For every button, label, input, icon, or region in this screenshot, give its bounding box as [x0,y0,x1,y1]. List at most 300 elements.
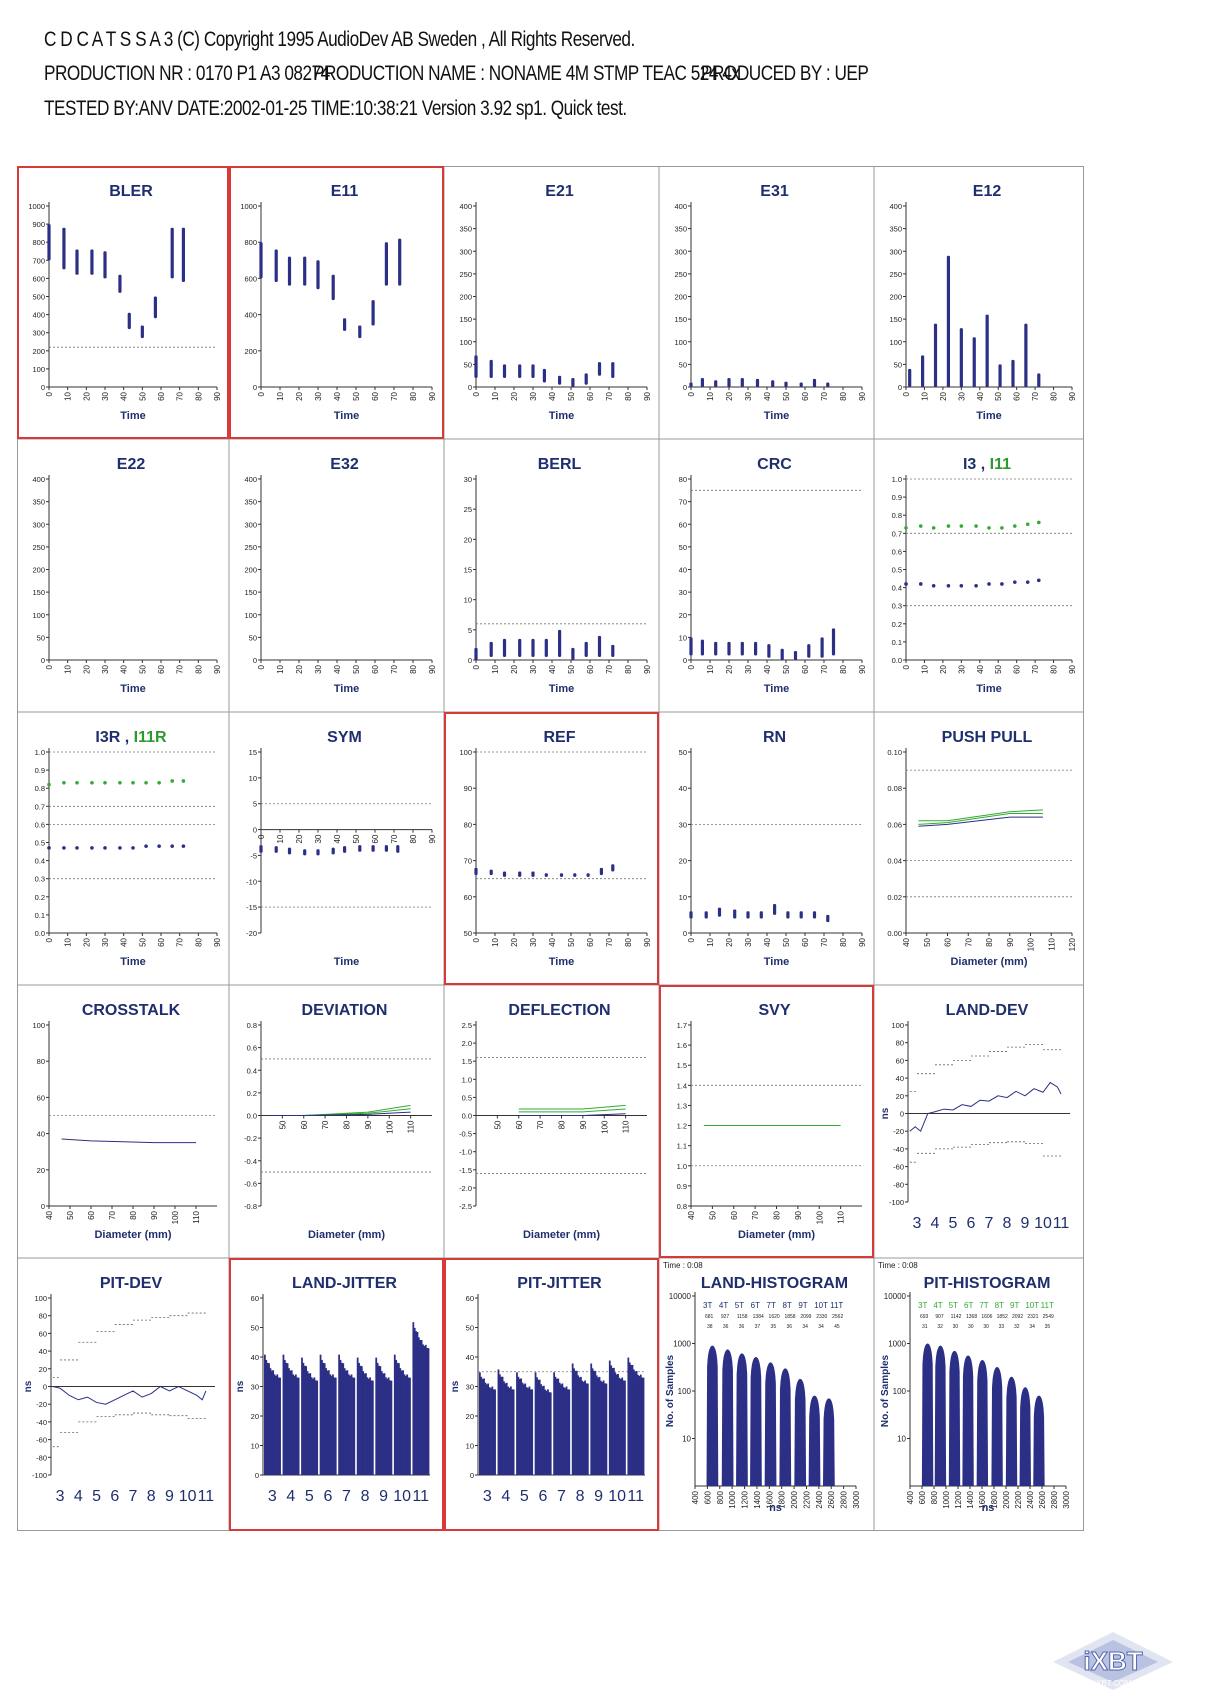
x-category-label: 10 [1034,1215,1052,1232]
data-range-mark [800,911,803,918]
x-tick-label: 60 [943,938,953,947]
data-range-mark [558,376,561,385]
x-tick-label: 40 [333,392,342,401]
histogram-peak [823,1398,835,1486]
x-axis-label: Time [976,683,1002,695]
x-category-label: 9 [379,1488,389,1505]
y-tick-label: -5 [250,851,257,861]
y-tick-label: 15 [248,748,257,757]
x-tick-label: 50 [567,392,576,401]
y-tick-label: 5 [252,799,257,809]
x-category-label: 11 [197,1488,215,1505]
data-range-mark [372,845,375,852]
time-label: Time : 0:08 [663,1261,703,1270]
data-point [170,844,174,848]
x-tick-label: 20 [510,938,519,947]
data-point [1026,580,1030,584]
data-point [987,582,991,586]
data-range-mark [358,325,361,338]
jitter-bar [353,1378,355,1475]
histogram-peak [1020,1387,1031,1486]
y-tick-label: 40 [38,1347,47,1357]
y-tick-label: 350 [889,224,902,234]
histogram-peak [922,1344,933,1487]
jitter-bar [428,1348,430,1475]
y-tick-label: 15 [463,565,472,575]
y-tick-label: 5 [467,625,472,635]
x-tick-label: 0 [257,834,266,840]
x-tick-label: 60 [299,1120,309,1130]
y-tick-label: 10 [250,1441,259,1451]
y-tick-label: 50 [463,360,472,370]
chart-title: E22 [116,456,146,473]
x-category-label: 4 [501,1488,511,1505]
y-tick-label: 0.4 [246,1066,257,1076]
legend-label: 3T [918,1301,928,1310]
x-category-label: 9 [164,1488,174,1505]
data-point [960,524,964,528]
y-tick-label: 0.7 [891,529,902,539]
x-tick-label: 50 [493,1120,503,1130]
y-tick-label: 400 [674,202,687,211]
x-axis-label: Time [548,683,575,695]
data-point [118,781,122,785]
x-tick-label: 30 [101,938,110,947]
y-tick-label: 0.5 [461,1093,472,1103]
y-tick-label: 600 [32,274,45,284]
data-range-mark [767,644,770,658]
data-range-mark [518,639,521,657]
data-point [960,584,964,588]
y-tick-label: 250 [244,542,257,552]
y-tick-label: 0 [40,383,45,392]
x-category-label: 7 [128,1488,138,1505]
legend-sd: 45 [834,1324,840,1330]
x-tick-label: 20 [510,392,519,401]
y-tick-label: -60 [36,1435,47,1445]
y-tick-label: 0.00 [887,929,902,938]
x-tick-label: 600 [703,1491,713,1505]
y-tick-label: -10 [246,877,257,887]
x-tick-label: 30 [314,665,323,674]
legend-label: 5T [948,1301,959,1310]
jitter-bar [587,1384,589,1475]
x-tick-label: 80 [194,665,204,674]
data-range-mark [560,873,563,877]
data-range-mark [1011,360,1014,387]
histogram-peak [794,1379,806,1486]
x-tick-label: 80 [624,392,633,401]
x-tick-label: 0 [257,665,266,670]
data-range-mark [714,642,717,656]
x-axis-label: Diameter (mm) [522,1229,601,1241]
x-tick-label: 20 [82,938,92,947]
x-tick-label: 70 [175,392,185,401]
chart-title: LAND-DEV [945,1002,1029,1019]
chart-title: SVY [758,1002,791,1019]
data-range-mark [826,915,829,922]
x-tick-label: 0 [472,665,481,670]
y-tick-label: 0.3 [34,874,45,884]
x-tick-label: 90 [1005,938,1015,947]
jitter-bar [391,1381,393,1475]
y-tick-label: 0.1 [34,910,45,920]
y-tick-label: 0 [254,1471,259,1480]
y-tick-label: 80 [678,475,687,484]
x-tick-label: 120 [1068,938,1077,952]
x-tick-label: 40 [975,665,985,674]
jitter-bar [372,1381,374,1475]
y-tick-label: 50 [678,542,687,552]
data-range-mark [701,640,704,656]
y-tick-label: 1.0 [891,475,902,484]
histogram-peak [962,1355,973,1486]
x-tick-label: 10 [276,665,285,674]
x-category-label: 6 [538,1488,548,1505]
title-series-2: I11 [989,456,1012,473]
y-tick-label: 100 [459,748,472,757]
x-tick-label: 30 [314,834,323,844]
y-tick-label: 350 [244,497,257,507]
x-category-label: 7 [342,1488,351,1505]
chart-i3r_i11r [35,729,222,968]
y-tick-label: 0.4 [891,583,902,593]
production-number: PRODUCTION NR : 0170 P1 A3 08274 [44,62,330,85]
y-tick-label: 10 [678,633,687,643]
data-point [103,781,107,785]
x-tick-label: 400 [691,1491,700,1505]
x-tick-label: 90 [213,392,222,401]
chart-title: PIT-HISTOGRAM [923,1275,1051,1292]
x-tick-label: 2800 [839,1491,849,1509]
x-category-label: 3 [55,1488,65,1505]
y-tick-label: 100 [459,337,472,347]
chart-rn [679,729,867,968]
y-tick-label: 60 [38,1329,47,1339]
x-tick-label: 20 [725,392,734,401]
legend-sd: 36 [738,1324,745,1330]
legend-label: 3T [703,1301,713,1310]
data-point [170,779,174,783]
chart-grid [17,166,1184,1654]
data-point [932,584,936,588]
x-tick-label: 70 [390,392,399,401]
x-category-label: 10 [178,1488,197,1505]
y-tick-label: 0.5 [891,565,902,575]
chart-e21 [459,183,652,422]
data-range-mark [474,868,477,875]
x-tick-label: 70 [108,1211,117,1220]
data-range-mark [182,228,185,282]
x-tick-label: 50 [66,1211,75,1220]
x-tick-label: 70 [751,1211,761,1220]
x-tick-label: 110 [406,1120,416,1134]
x-tick-label: 70 [321,1120,331,1130]
y-tick-label: 50 [248,633,257,643]
legend-sd: 34 [1029,1324,1035,1330]
x-tick-label: 70 [820,665,829,674]
chart-ref [445,713,658,984]
x-tick-label: 1000 [942,1491,951,1509]
x-tick-label: 50 [782,938,791,947]
jitter-bar [335,1378,337,1475]
y-tick-label: 100 [889,337,902,347]
data-point [904,582,908,586]
x-category-label: 3 [912,1215,922,1232]
y-tick-label: -100 [31,1471,47,1480]
data-point [144,781,148,785]
legend-label: 8T [994,1301,1005,1310]
x-tick-label: 80 [624,938,633,947]
x-tick-label: 70 [820,938,829,947]
x-tick-label: 0 [687,665,696,670]
y-tick-label: 0 [252,383,257,392]
legend-sd: 34 [818,1324,824,1330]
data-range-mark [545,873,548,877]
x-tick-label: 70 [964,938,974,947]
x-tick-label: 40 [548,392,557,401]
data-range-mark [741,642,744,656]
x-category-label: 10 [393,1488,412,1505]
chart-title: E12 [972,183,1002,200]
x-tick-label: 40 [902,938,911,947]
x-tick-label: 90 [1068,392,1077,401]
y-tick-label: 50 [463,929,472,938]
data-range-mark [90,249,93,274]
chart-title: LAND-HISTOGRAM [700,1275,849,1292]
legend-mean: 2099 [800,1314,812,1320]
histogram-peak [949,1351,960,1486]
x-category-label: 3 [482,1488,492,1505]
y-tick-label: 20 [465,1412,474,1421]
legend-mean: 693 [920,1314,929,1320]
y-tick-label: 900 [32,220,45,230]
data-range-mark [760,911,763,918]
x-tick-label: 1600 [978,1491,987,1509]
y-tick-label: 10 [465,1441,474,1451]
x-tick-label: 60 [157,392,166,401]
legend-mean: 1158 [736,1314,748,1320]
x-axis-label: ns [769,1502,782,1514]
data-range-mark [1024,324,1027,387]
x-tick-label: 40 [548,938,557,947]
x-tick-label: 90 [793,1211,803,1220]
data-range-mark [960,328,963,387]
x-tick-label: 80 [624,665,633,674]
data-range-mark [385,845,388,852]
data-point [1000,526,1004,530]
x-tick-label: 0 [45,665,54,670]
data-range-mark [921,355,924,387]
legend-label: 6T [750,1301,761,1310]
data-point [157,844,161,848]
legend-label: 10T [1025,1301,1040,1310]
x-tick-label: 2600 [1038,1491,1047,1509]
data-point [90,846,94,850]
y-tick-label: 0.0 [34,929,45,938]
y-tick-label: 1.2 [676,1121,687,1131]
chart-land_jitter [230,1259,443,1530]
legend-mean: 1384 [752,1314,764,1320]
y-tick-label: 0 [252,656,257,665]
x-tick-label: 60 [514,1120,524,1130]
x-tick-label: 2000 [1002,1491,1011,1509]
data-range-mark [800,382,803,387]
data-range-mark [598,362,601,376]
x-axis-label: Time [763,683,790,695]
chart-title: PUSH PULL [941,729,1033,746]
x-tick-label: 90 [213,938,222,947]
y-tick-label: 350 [32,497,45,507]
x-tick-label: 80 [194,938,204,947]
report-header [44,28,1164,138]
y-tick-label: 40 [36,1129,45,1139]
y-tick-label: -0.2 [244,1134,257,1144]
data-range-mark [571,648,574,660]
y-tick-label: 100 [32,1021,45,1030]
y-axis-label: ns [235,1380,246,1393]
y-tick-label: 60 [36,1093,45,1103]
data-range-mark [587,873,590,877]
y-tick-label: 0 [897,383,902,392]
y-tick-label: 30 [678,588,687,598]
y-tick-label: 0 [469,1471,474,1480]
x-tick-label: 0 [902,392,911,397]
x-tick-label: 90 [363,1120,373,1130]
data-range-mark [358,845,361,852]
y-tick-label: -40 [893,1144,904,1154]
y-tick-label: 500 [32,292,45,302]
x-tick-label: 70 [605,938,614,947]
y-tick-label: 20 [895,1091,904,1101]
data-point [144,844,148,848]
data-point [974,524,978,528]
x-tick-label: 0 [472,938,481,943]
data-point [919,524,923,528]
y-tick-label: 30 [463,475,472,484]
y-tick-label: -0.4 [244,1156,257,1166]
x-tick-label: 40 [119,392,129,401]
data-point [947,524,951,528]
x-tick-label: 10 [706,392,715,401]
y-tick-label: -1.0 [459,1147,472,1157]
x-tick-label: 30 [101,392,110,401]
title-series-1: I3R [95,729,121,746]
chart-deflection [459,1002,647,1241]
data-range-mark [154,297,157,319]
y-tick-label: 60 [895,1056,904,1066]
y-tick-label: 1.7 [676,1021,687,1030]
data-range-mark [705,911,708,918]
series-line [918,814,1042,825]
x-tick-label: 30 [314,392,323,401]
x-tick-label: 10 [920,665,930,674]
chart-title: E31 [760,183,789,200]
x-tick-label: 50 [708,1211,718,1220]
y-tick-label: 60 [678,520,687,530]
x-tick-label: 50 [278,1120,288,1130]
data-range-mark [343,846,346,853]
x-tick-label: 0 [45,392,54,397]
y-tick-label: 1.1 [676,1141,687,1151]
x-tick-label: 0 [902,665,911,670]
x-category-label: 5 [92,1488,102,1505]
x-category-label: 8 [360,1488,370,1505]
y-axis-label: ns [23,1380,34,1393]
y-tick-label: 2.5 [461,1021,472,1030]
x-tick-label: 0 [45,938,54,943]
legend-label: 8T [782,1301,792,1310]
x-tick-label: 40 [687,1211,696,1220]
legend-label: 7T [979,1301,989,1310]
x-category-label: 8 [1002,1215,1012,1232]
legend-sd: 32 [1014,1324,1020,1330]
x-tick-label: 60 [586,938,595,947]
x-tick-label: 90 [858,392,867,401]
y-tick-label: 10000 [883,1292,906,1301]
x-tick-label: 10 [920,392,930,401]
data-range-mark [474,355,477,378]
y-tick-label: 1.0 [461,1075,472,1085]
x-tick-label: 2400 [814,1491,824,1509]
x-axis-label: Time [333,956,360,968]
data-range-mark [103,251,106,278]
x-tick-label: 60 [1012,665,1022,674]
chart-title: LAND-JITTER [292,1275,397,1292]
x-tick-label: 50 [782,665,791,674]
jitter-bar [643,1378,645,1475]
x-axis-label: Time [763,410,790,422]
y-tick-label: 0.9 [891,493,902,503]
data-range-mark [934,324,937,387]
legend-label: 5T [734,1301,745,1310]
data-range-mark [786,911,789,918]
data-point [90,781,94,785]
data-range-mark [531,364,534,378]
x-tick-label: 70 [1031,665,1041,674]
y-tick-label: 1000 [240,202,257,211]
data-range-mark [490,870,493,875]
x-category-label: 3 [267,1488,277,1505]
data-point [62,781,66,785]
data-range-mark [288,848,291,855]
x-tick-label: 10 [706,938,715,947]
data-range-mark [332,275,335,300]
legend-mean: 2092 [1012,1314,1024,1320]
data-range-mark [813,911,816,918]
data-range-mark [316,849,319,855]
y-tick-label: -100 [888,1198,904,1207]
x-tick-label: 70 [605,392,614,401]
y-tick-label: 150 [674,315,687,325]
y-tick-label: 200 [674,292,687,302]
x-tick-label: 0 [472,392,481,397]
y-tick-label: -1.5 [459,1165,472,1175]
x-axis-label: Time [120,683,146,695]
y-tick-label: 100 [892,1387,906,1396]
x-category-label: 8 [146,1488,156,1505]
data-range-mark [474,648,477,660]
data-range-mark [598,636,601,657]
x-axis-label: Time [976,410,1002,422]
x-axis-label: Diameter (mm) [737,1229,816,1241]
y-tick-label: 400 [32,310,45,320]
x-tick-label: 10 [491,665,500,674]
x-tick-label: 90 [1068,665,1077,674]
x-tick-label: 90 [578,1120,588,1130]
data-range-mark [303,257,306,286]
y-tick-label: 70 [678,497,687,507]
